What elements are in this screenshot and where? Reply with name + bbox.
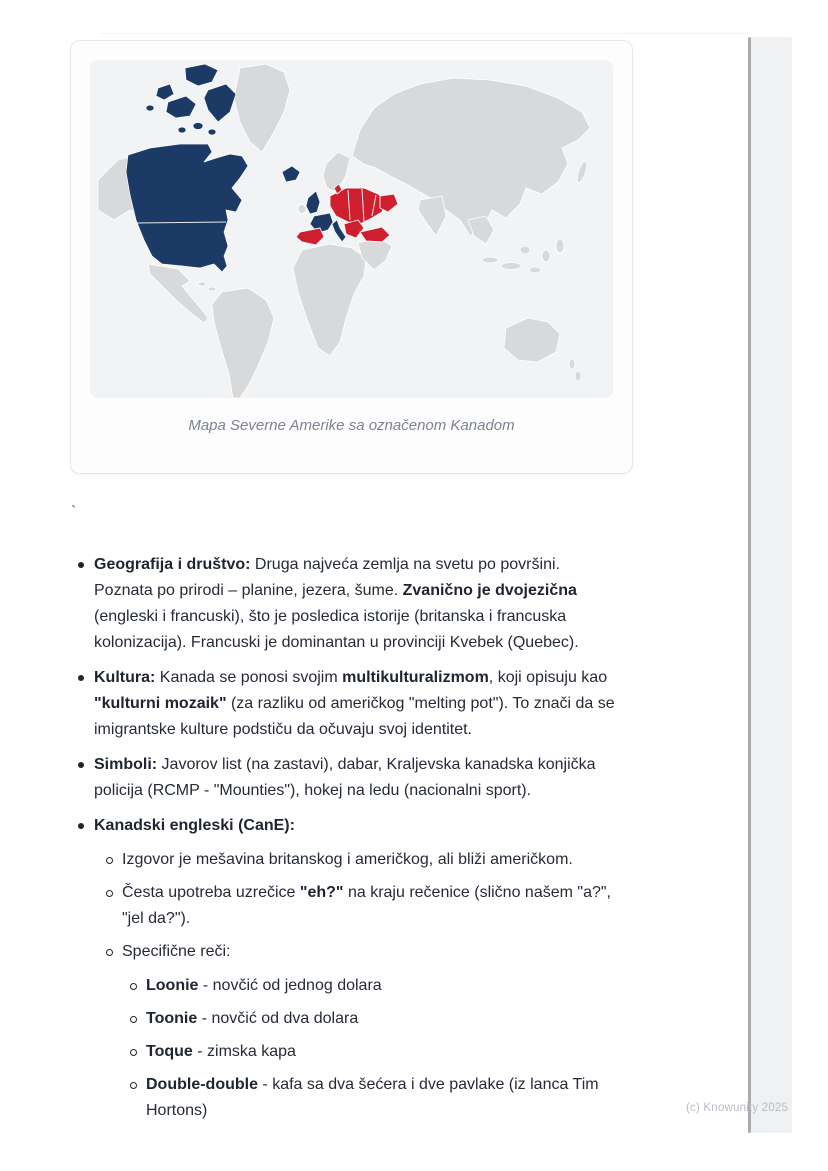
sub-list xyxy=(94,847,616,1124)
list-item-text: Loonie - novčić od jednog dolara xyxy=(146,977,382,994)
list-item-text: Kultura: Kanada se ponosi svojim multikulturalizmom, koji opisuju kao "kulturni mozaik" (za razliku od američkog "melting pot"). To znači da se imigrantske kulture podstiču da očuvaju svoj identitet. xyxy=(94,669,615,738)
notes-section xyxy=(70,552,616,1133)
list-item-text: Kanadski engleski (CanE): xyxy=(94,817,295,834)
list-item xyxy=(94,665,616,743)
map-highlight-red xyxy=(296,184,398,245)
list-item xyxy=(122,847,616,873)
world-map-svg xyxy=(90,60,613,398)
list-item xyxy=(146,1039,616,1065)
list-item-text: Specifične reči: xyxy=(122,943,231,960)
scrollbar-thumb[interactable] xyxy=(748,37,751,1133)
list-item-text: Toque - zimska kapa xyxy=(146,1043,296,1060)
list-item xyxy=(94,552,616,656)
list-item xyxy=(146,1072,616,1124)
list-item xyxy=(146,973,616,999)
list-item xyxy=(94,813,616,1124)
list-item-text: Toonie - novčić od dva dolara xyxy=(146,1010,359,1027)
list-item xyxy=(122,939,616,1124)
world-map-image xyxy=(90,60,613,398)
list-item-text: Česta upotreba uzrečice "eh?" na kraju rečenice (slično našem "a?", "jel da?"). xyxy=(122,884,611,927)
list-item-text: Geografija i društvo: Druga najveća zemlja na svetu po površini. Poznata po prirodi – planine, jezera, šume. Zvanično je dvojezična (engleski i francuski), što je posledica istorije (britanska i francuska kolonizacija). Francuski je dominantan u provinciji Kvebek (Quebec). xyxy=(94,556,579,651)
list-item-text: Double-double - kafa sa dva šećera i dve pavlake (iz lanca Tim Hortons) xyxy=(146,1076,599,1119)
copyright-watermark: (c) Knowunity 2025 xyxy=(686,1102,789,1114)
scrollbar[interactable] xyxy=(751,37,792,1133)
list-item-text: Simboli: Javorov list (na zastavi), dabar, Kraljevska kanadska konjička policija (RCMP - "Mounties"), hokej na ledu (nacionalni sport). xyxy=(94,756,596,799)
figure-card xyxy=(70,40,633,474)
list-item xyxy=(94,752,616,804)
list-item-text: Izgovor je mešavina britanskog i američkog, ali bliži američkom. xyxy=(122,851,573,868)
top-divider xyxy=(100,33,750,34)
notes-list xyxy=(70,552,616,1124)
sub-sub-list xyxy=(122,973,616,1124)
stray-backtick-text: ` xyxy=(71,504,77,521)
list-item xyxy=(146,1006,616,1032)
list-item xyxy=(122,880,616,932)
figure-caption: Mapa Severne Amerike sa označenom Kanadom xyxy=(188,417,515,434)
